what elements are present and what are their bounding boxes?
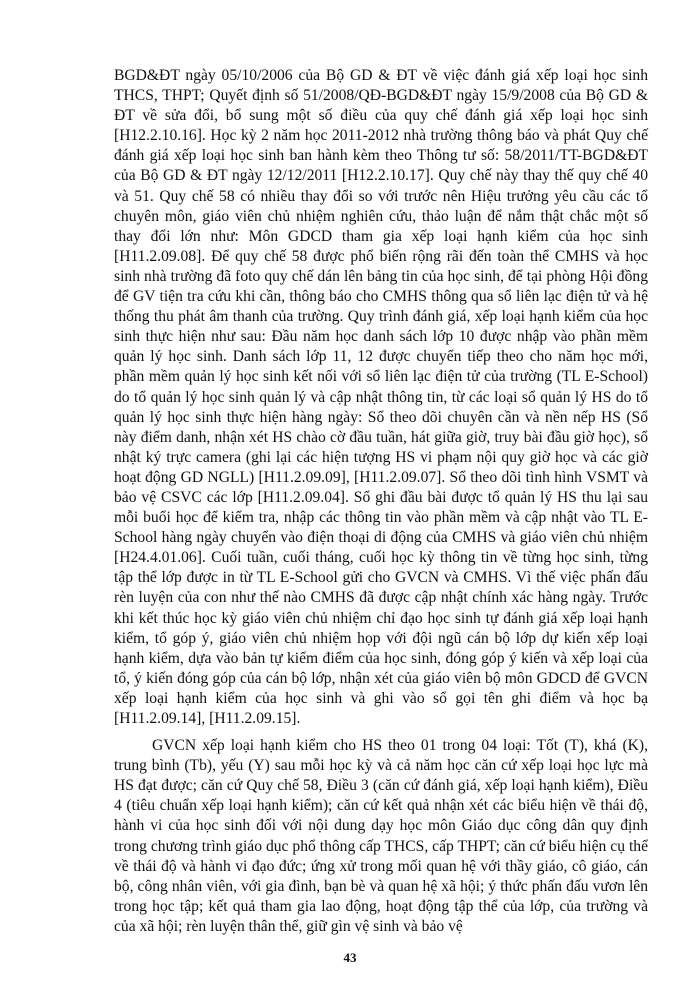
body-text — [114, 66, 648, 937]
page-number: 43 — [343, 950, 357, 965]
paragraph-2: GVCN xếp loại hạnh kiểm cho HS theo 01 trong 04 loại: Tốt (T), khá (K), trung bình (Tb), yếu (Y) sau mỗi học kỳ và cả năm học căn cứ xếp loại học lực mà HS đạt được; căn cứ Quy chế 58, Điều 3 (căn cứ đánh giá, xếp loại hạnh kiểm), Điều 4 (tiêu chuẩn xếp loại hạnh kiểm); căn cứ kết quả nhận xét các biểu hiện về thái độ, hành vi của học sinh đối với nội dung dạy học môn Giáo dục công dân quy định trong chương trình giáo dục phổ thông cấp THCS, cấp THPT; căn cứ biểu hiện cụ thể về thái độ và hành vi đạo đức; ứng xử trong mối quan hệ với thầy giáo, cô giáo, cán bộ, công nhân viên, với gia đình, bạn bè và quan hệ xã hội; ý thức phấn đấu vươn lên trong học tập; kết quả tham gia lao động, hoạt động tập thể của lớp, của trường và của xã hội; rèn luyện thân thể, giữ gìn vệ sinh và bảo vệ — [114, 737, 648, 935]
paragraph-1: BGD&ĐT ngày 05/10/2006 của Bộ GD & ĐT về việc đánh giá xếp loại học sinh THCS, THPT; Quyết định số 51/2008/QĐ-BGD&ĐT ngày 15/9/2008 của Bộ GD & ĐT về sửa đổi, bổ sung một số điều của quy chế đánh giá xếp loại học sinh [H12.2.10.16]. Học kỳ 2 năm học 2011-2012 nhà trường thông báo và phát Quy chế đánh giá xếp loại học sinh ban hành kèm theo Thông tư số: 58/2011/TT-BGD&ĐT của Bộ GD & ĐT ngày 12/12/2011 [H12.2.10.17]. Quy chế này thay thế quy chế 40 và 51. Quy chế 58 có nhiều thay đổi so với trước nên Hiệu trưởng yêu cầu các tổ chuyên môn, giáo viên chủ nhiệm nghiên cứu, thảo luận để nắm thật chắc một số thay đổi lớn như: Môn GDCD tham gia xếp loại hạnh kiểm của học sinh [H11.2.09.08]. Để quy chế 58 được phổ biến rộng rãi đến toàn thể CMHS và học sinh nhà trường đã foto quy chế dán lên bảng tin của học sinh, để tại phòng Hội đồng để GV tiện tra cứu khi cần, thông báo cho CMHS thông qua sổ liên lạc điện tử và hệ thống thu phát âm thanh của trường. Quy trình đánh giá, xếp loại hạnh kiểm của học sinh thực hiện như sau: Đầu năm học danh sách lớp 10 được nhập vào phần mềm quản lý học sinh. Danh sách lớp 11, 12 được chuyển tiếp theo cho năm học mới, phần mềm quản lý học sinh kết nối với sổ liên lạc điện tử của trường (TL E-School) do tổ quản lý học sinh quản lý và cập nhật thông tin, từ các loại sổ quản lý HS do tổ quản lý học sinh thực hiện hàng ngày: Sổ theo dõi chuyên cần và nền nếp HS (Sổ này điểm danh, nhận xét HS chào cờ đầu tuần, hát giữa giờ, truy bài đầu giờ học), sổ nhật ký trực camera (ghi lại các hiện tượng HS vi phạm nội quy giờ học và các giờ hoạt động GD NGLL) [H11.2.09.09], [H11.2.09.07]. Sổ theo dõi tình hình VSMT và bảo vệ CSVC các lớp [H11.2.09.04]. Sổ ghi đầu bài được tổ quản lý HS thu lại sau mỗi buổi học để kiểm tra, nhập các thông tin vào phần mềm và cập nhật vào TL E-School hàng ngày chuyển vào điện thoại di động của CMHS và giáo viên chủ nhiệm [H24.4.01.06]. Cuối tuần, cuối tháng, cuối học kỳ thông tin về từng học sinh, từng tập thể lớp được in từ TL E-School gửi cho GVCN và CMHS. Vì thế việc phấn đấu rèn luyện của con như thế nào CMHS đã được cập nhật chính xác hàng ngày. Trước khi kết thúc học kỳ giáo viên chủ nhiệm chỉ đạo học sinh tự đánh giá xếp loại hạnh kiểm, tổ góp ý, giáo viên chủ nhiệm họp với đội ngũ cán bộ lớp dự kiến xếp loại hạnh kiểm, dựa vào bản tự kiểm điểm của học sinh, đóng góp ý kiến và xếp loại của tổ, ý kiến đóng góp của cán bộ lớp, nhận xét của giáo viên bộ môn GDCD để GVCN xếp loại hạnh kiểm của học sinh và ghi vào sổ gọi tên ghi điểm và học bạ [H11.2.09.14], [H11.2.09.15]. — [114, 67, 648, 727]
